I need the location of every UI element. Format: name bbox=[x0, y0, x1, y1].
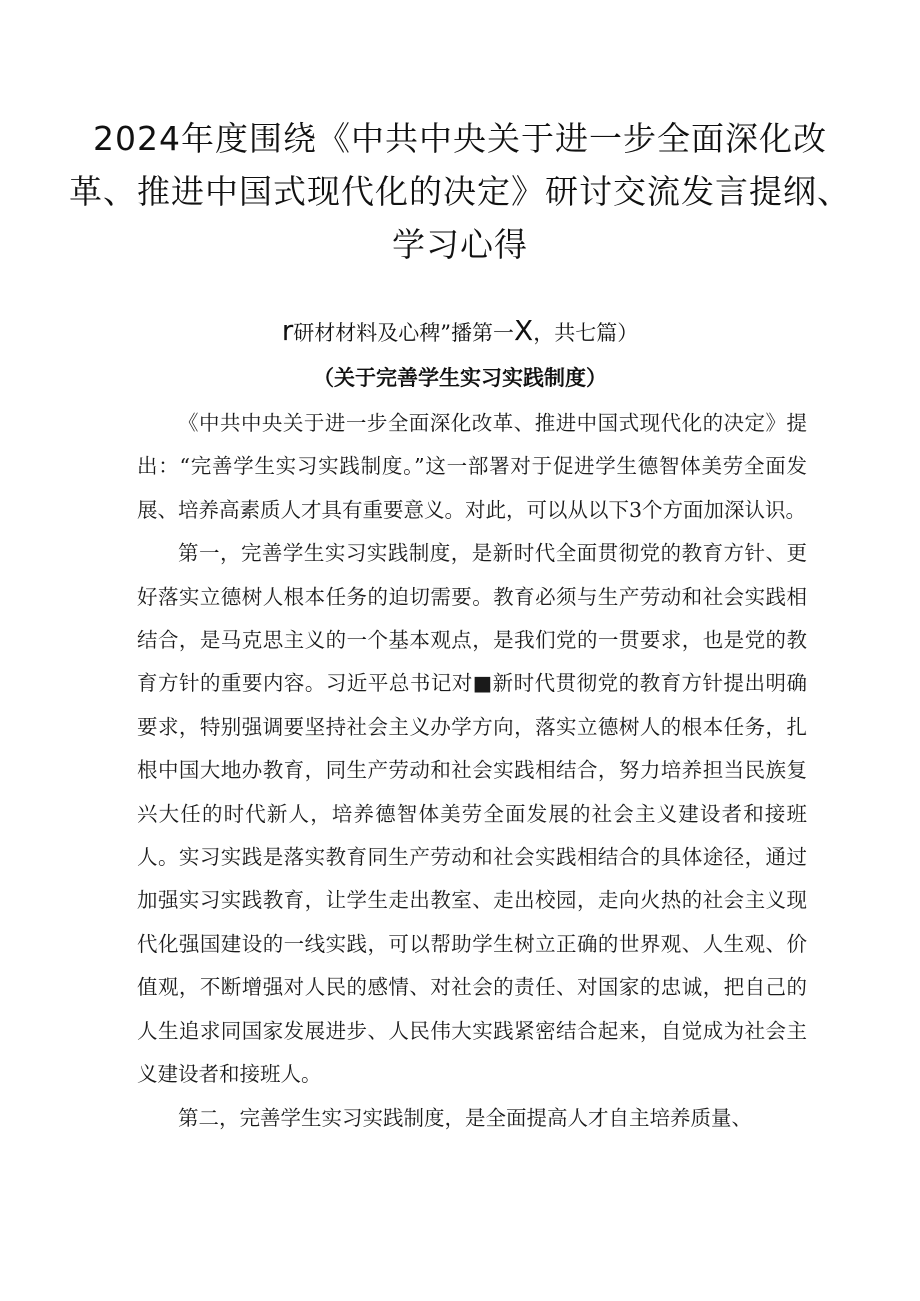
paragraph-intro: 《中共中央关于进一步全面深化改革、推进中国式现代化的决定》提出：“完善学生实习实践制度。”这一部署对于促进学生德智体美劳全面发展、培养高素质人才具有重要意义。对此，可以从以下3个方面加深认识。 bbox=[137, 411, 807, 522]
paragraph-first-point: 第一，完善学生实习实践制度，是新时代全面贯彻党的教育方针、更好落实立德树人根本任务的迫切需要。教育必须与生产劳动和社会实践相结合，是马克思主义的一个基本观点，是我们党的一贯要求，也是党的教育方针的重要内容。习近平总书记对■新时代贯彻党的教育方针提出明确要求，特别强调要坚持社会主义办学方向，落实立德树人的根本任务，扎根中国大地办教育，同生产劳动和社会实践相结合，努力培养担当民族复兴大任的时代新人，培养德智体美劳全面发展的社会主义建设者和接班人。实习实践是落实教育同生产劳动和社会实践相结合的具体途径，通过加强实习实践教育，让学生走出教室、走出校园，走向火热的社会主义现代化强国建设的一线实践，可以帮助学生树立正确的世界观、人生观、价值观，不断增强对人民的感情、对社会的责任、对国家的忠诚，把自己的人生追求同国家发展进步、人民伟大实践紧密结合起来，自觉成为社会主义建设者和接班人。 bbox=[137, 541, 807, 1087]
paragraph-second-point: 第二，完善学生实习实践制度，是全面提高人才自主培养质量、 bbox=[178, 1105, 752, 1130]
subtitle-middle: 研材材料及心稗”播第一 bbox=[293, 321, 515, 345]
section-heading: （关于完善学生实习实践制度） bbox=[313, 366, 607, 390]
subtitle-suffix: ，共七篇） bbox=[533, 321, 639, 345]
subtitle-prefix: r bbox=[281, 314, 294, 347]
document-subtitle bbox=[140, 311, 780, 353]
subtitle-x-mark: X bbox=[514, 314, 534, 347]
document-title: 2024年度围绕《中共中央关于进一步全面深化改革、推进中国式现代化的决定》研讨交流发言提纲、学习心得 bbox=[69, 119, 851, 264]
document-body bbox=[137, 402, 807, 1140]
